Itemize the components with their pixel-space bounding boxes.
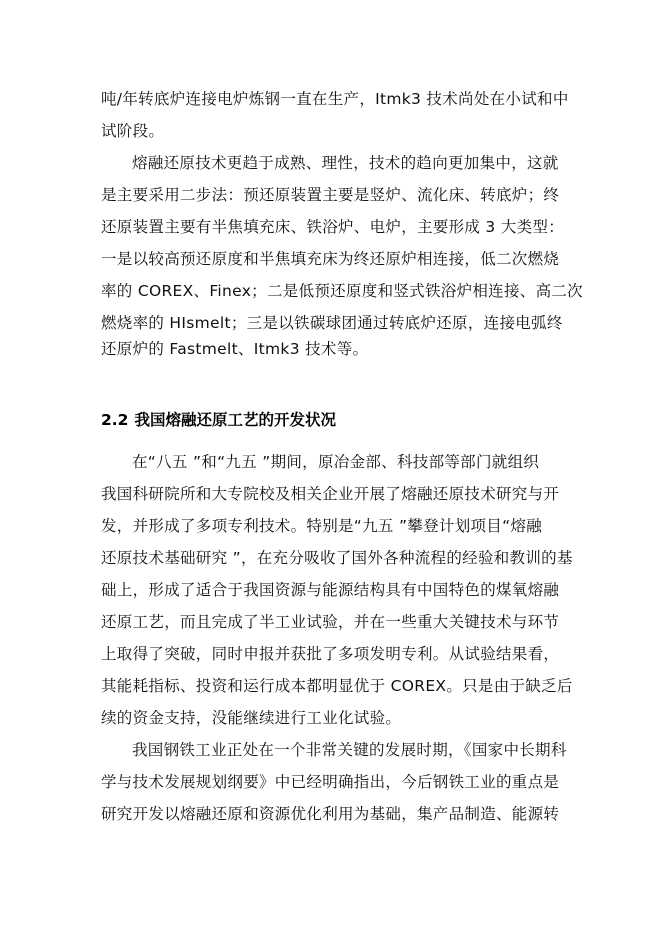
section-heading bbox=[101, 410, 336, 430]
paragraph-3-line-4: 还原技术基础研究 ”，在充分吸收了国外各种流程的经验和教训的基 bbox=[101, 549, 573, 567]
paragraph-3-line-2: 我国科研院所和大专院校及相关企业开展了熔融还原技术研究与开 bbox=[101, 485, 560, 503]
paragraph-4-line-3: 研究开发以熔融还原和资源优化利用为基础，集产品制造、能源转 bbox=[101, 805, 560, 823]
paragraph-2-line-6: 燃烧率的 HIsmelt；三是以铁碳球团通过转底炉还原，连接电弧终 bbox=[101, 314, 563, 332]
paragraph-1-line-2: 试阶段。 bbox=[101, 122, 165, 140]
paragraph-4-line-2: 学与技术发展规划纲要》中已经明确指出，今后钢铁工业的重点是 bbox=[101, 773, 560, 791]
paragraph-3-line-6: 还原工艺，而且完成了半工业试验，并在一些重大关键技术与环节 bbox=[101, 613, 560, 631]
paragraph-2-line-1: 熔融还原技术更趋于成熟、理性，技术的趋向更加集中，这就 bbox=[132, 154, 559, 172]
paragraph-3-line-3: 发，并形成了多项专利技术。特别是“九五 ”攀登计划项目“熔融 bbox=[101, 517, 543, 535]
paragraph-3-line-7: 上取得了突破，同时申报并获批了多项发明专利。从试验结果看， bbox=[101, 645, 560, 663]
paragraph-2-line-3: 还原装置主要有半焦填充床、铁浴炉、电炉，主要形成 3 大类型： bbox=[101, 218, 565, 236]
paragraph-3-line-1: 在“八五 ”和“九五 ”期间，原冶金部、科技部等部门就组织 bbox=[132, 453, 540, 471]
paragraph-4-line-1: 我国钢铁工业正处在一个非常关键的发展时期，《国家中长期科 bbox=[132, 741, 567, 759]
paragraph-3-line-9: 续的资金支持，没能继续进行工业化试验。 bbox=[101, 709, 402, 727]
section-title: 我国熔融还原工艺的开发状况 bbox=[134, 411, 336, 429]
paragraph-2-line-7: 还原炉的 Fastmelt、Itmk3 技术等。 bbox=[101, 340, 369, 358]
paragraph-3-line-8: 其能耗指标、投资和运行成本都明显优于 COREX。只是由于缺乏后 bbox=[101, 677, 573, 695]
paragraph-3-line-5: 础上，形成了适合于我国资源与能源结构具有中国特色的煤氧熔融 bbox=[101, 581, 560, 599]
paragraph-2-line-5: 率的 COREX、Finex；二是低预还原度和竖式铁浴炉相连接、高二次 bbox=[101, 282, 583, 300]
paragraph-2-line-4: 一是以较高预还原度和半焦填充床为终还原炉相连接，低二次燃烧 bbox=[101, 250, 560, 268]
paragraph-1-line-1: 吨/年转底炉连接电炉炼钢一直在生产，Itmk3 技术尚处在小试和中 bbox=[101, 90, 569, 108]
paragraph-2-line-2: 是主要采用二步法：预还原装置主要是竖炉、流化床、转底炉；终 bbox=[101, 186, 560, 204]
section-number: 2.2 bbox=[101, 411, 129, 429]
